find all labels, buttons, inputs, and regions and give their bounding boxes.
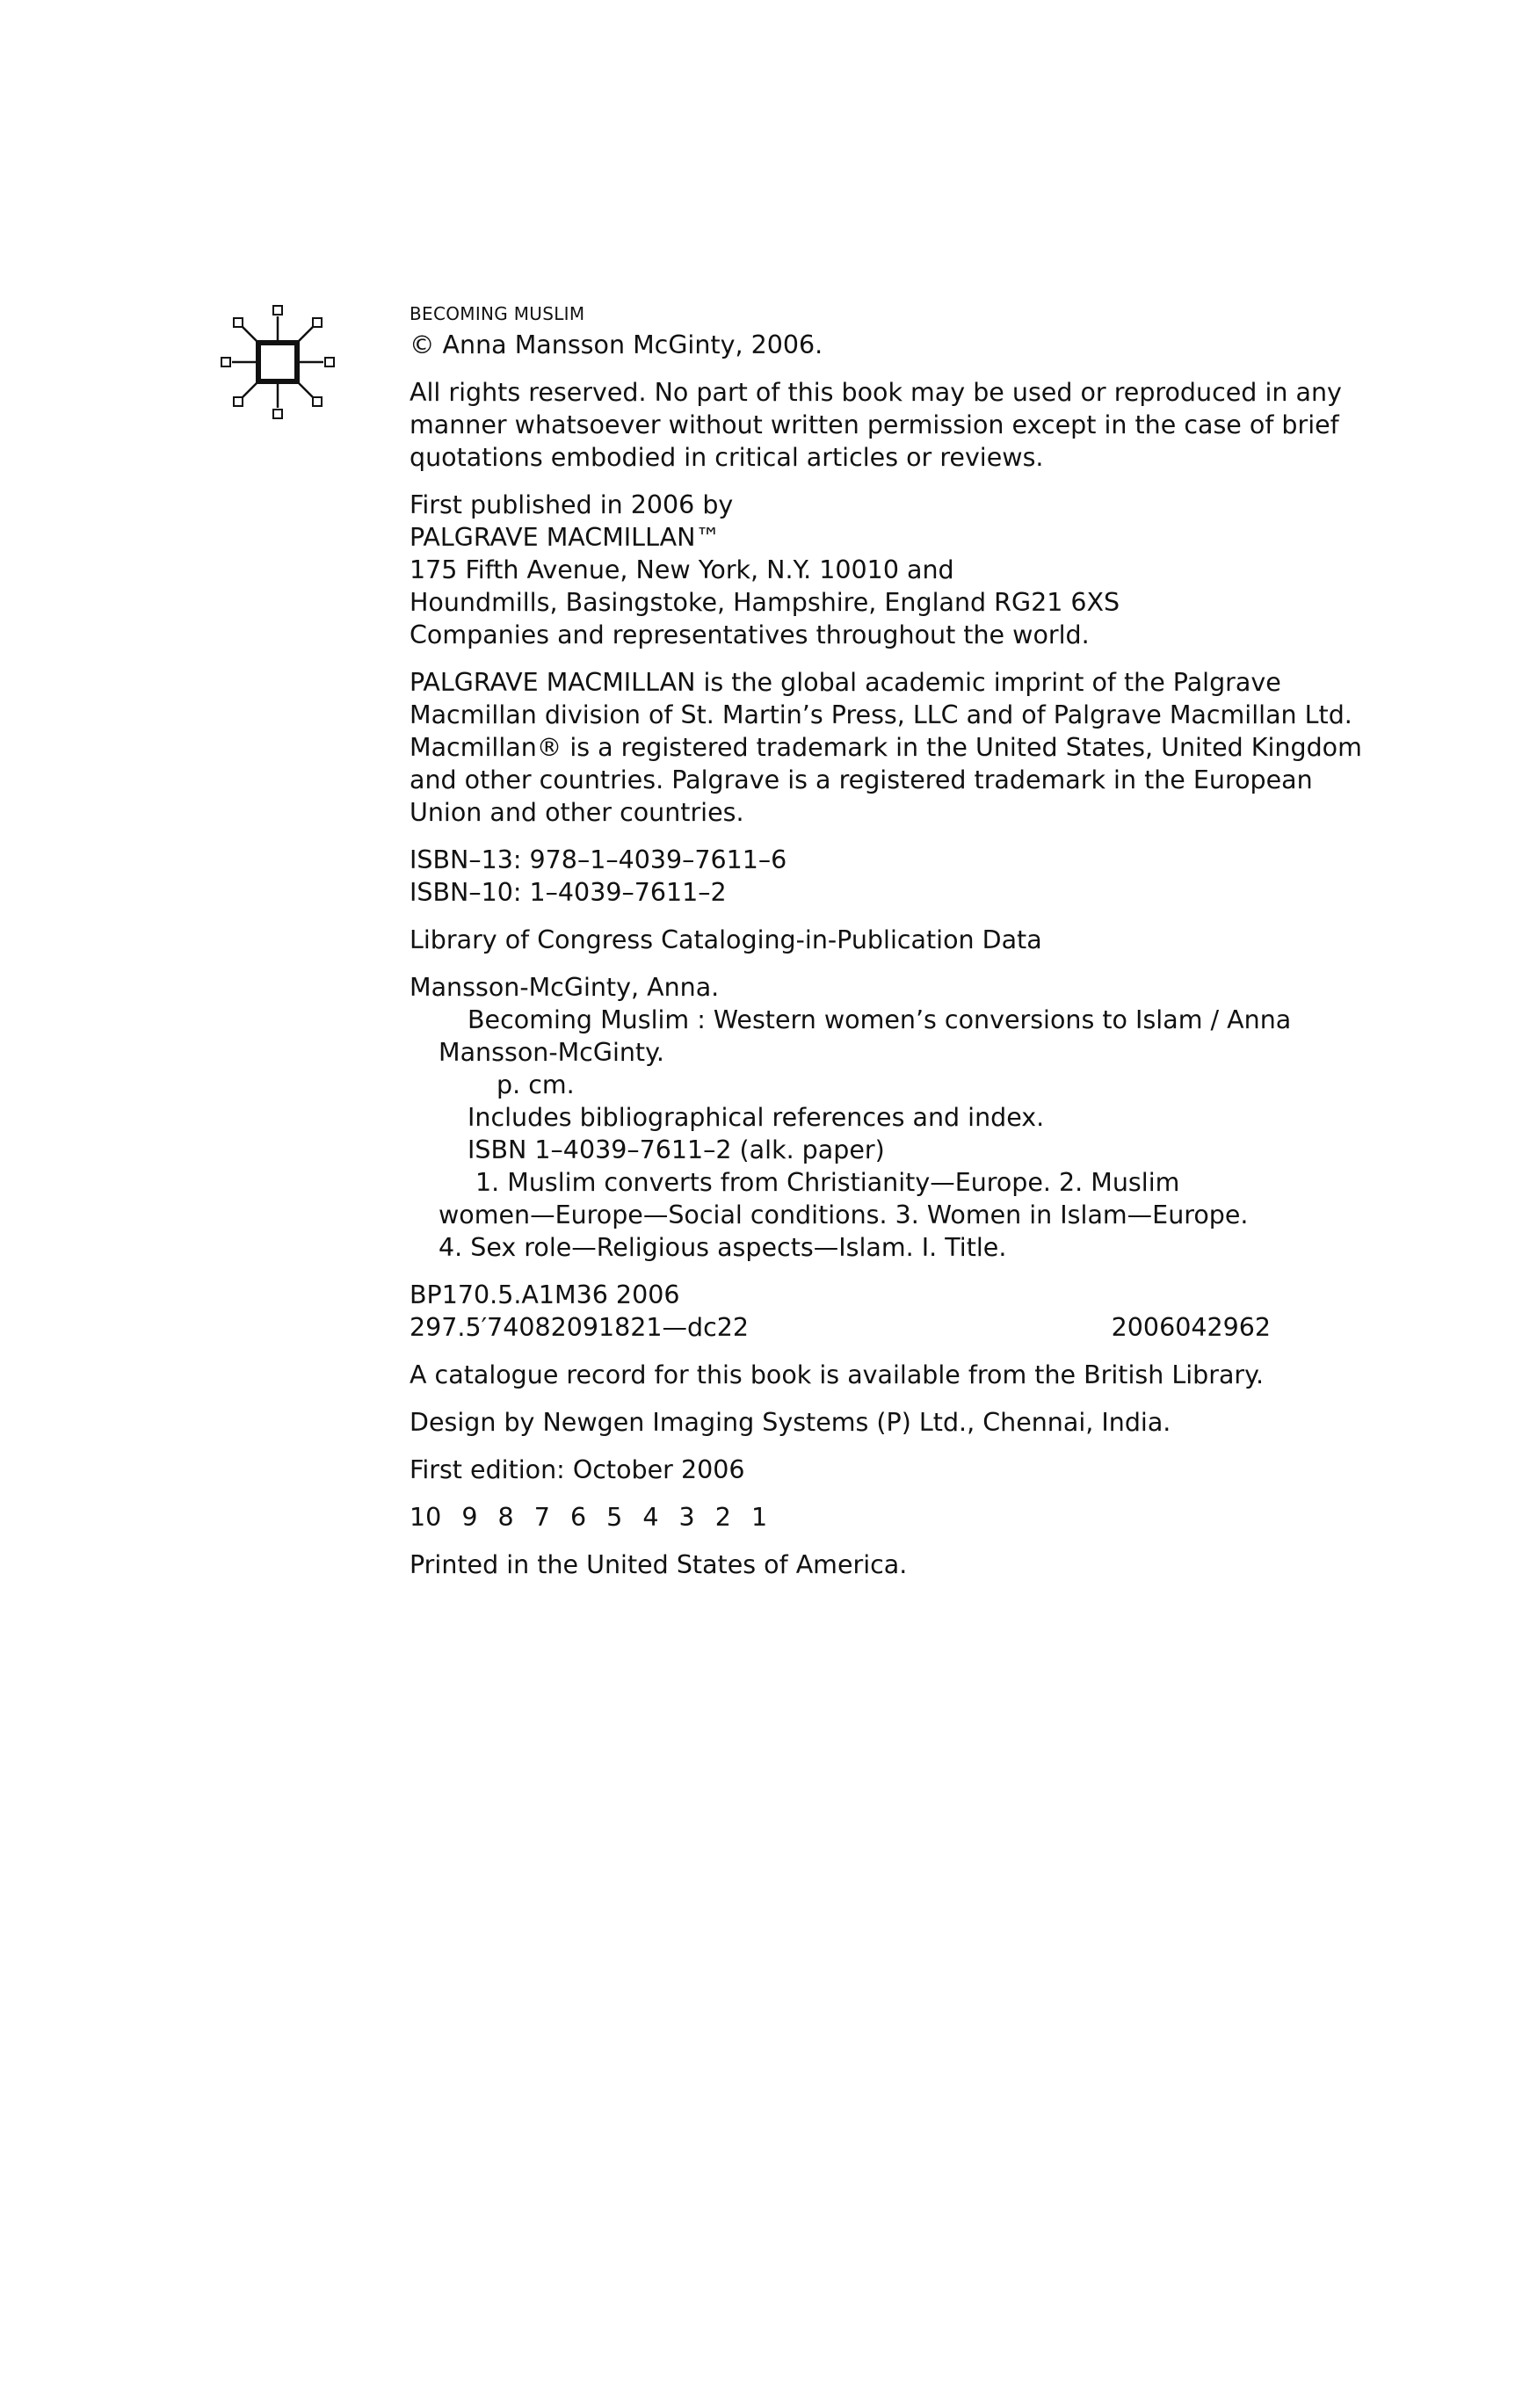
series-title: BECOMING MUSLIM — [410, 303, 585, 324]
edition-note: First edition: October 2006 — [410, 1455, 745, 1484]
publisher-line: First published in 2006 by — [410, 490, 734, 519]
isbn-13: ISBN–13: 978–1–4039–7611–6 — [410, 845, 787, 874]
british-library-note: A catalogue record for this book is available from the British Library. — [410, 1360, 1265, 1389]
cip-subjects-cont: women—Europe—Social conditions. 3. Women in Islam—Europe. — [439, 1200, 1249, 1229]
cip-subjects: 1. Muslim converts from Christianity—Europe. 2. Muslim — [475, 1168, 1180, 1197]
design-credit: Design by Newgen Imaging Systems (P) Ltd., Chennai, India. — [410, 1408, 1171, 1437]
publisher-logo-icon — [214, 299, 341, 425]
printing-number: 10 — [410, 1503, 442, 1532]
cip-record — [410, 971, 1297, 1264]
imprint-line: Macmillan division of St. Martin’s Press, LLC and of Palgrave Macmillan Ltd. — [410, 700, 1352, 729]
publisher-paragraph — [410, 489, 1297, 651]
publisher-line: Houndmills, Basingstoke, Hampshire, England RG21 6XS — [410, 588, 1120, 617]
rights-paragraph — [410, 376, 1342, 474]
cip-title-cont: Mansson-McGinty. — [439, 1038, 664, 1067]
rights-line: All rights reserved. No part of this book may be used or reproduced in any — [410, 378, 1342, 407]
imprint-paragraph — [410, 666, 1362, 829]
imprint-line: Macmillan® is a registered trademark in the United States, United Kingdom — [410, 733, 1362, 762]
dewey-classification: 297.5′74082091821—dc22 — [410, 1313, 750, 1342]
copyright-notice: © Anna Mansson McGinty, 2006. — [410, 330, 823, 359]
classification-block — [410, 1279, 1297, 1344]
printing-number: 7 — [533, 1503, 550, 1532]
imprint-line: PALGRAVE MACMILLAN is the global academic imprint of the Palgrave — [410, 668, 1281, 697]
printing-line — [410, 1501, 1297, 1534]
imprint-line: Union and other countries. — [410, 798, 744, 827]
publisher-line: 175 Fifth Avenue, New York, N.Y. 10010 and — [410, 555, 954, 584]
cip-pages: p. cm. — [497, 1070, 575, 1099]
printing-number: 4 — [642, 1503, 659, 1532]
loc-heading: Library of Congress Cataloging-in-Publication Data — [410, 925, 1042, 954]
printing-number: 2 — [714, 1503, 731, 1532]
classification-row — [410, 1311, 1271, 1344]
cip-isbn: ISBN 1–4039–7611–2 (alk. paper) — [468, 1135, 885, 1164]
printing-number: 1 — [750, 1503, 768, 1532]
printing-number: 5 — [606, 1503, 623, 1532]
cip-author: Mansson-McGinty, Anna. — [410, 973, 720, 1002]
lccn-control-number: 2006042962 — [1111, 1313, 1271, 1342]
cip-title: Becoming Muslim : Western women’s conversions to Islam / Anna — [468, 1005, 1292, 1034]
imprint-line: and other countries. Palgrave is a registered trademark in the European — [410, 765, 1313, 794]
cip-includes: Includes bibliographical references and index. — [468, 1103, 1045, 1132]
publisher-line: PALGRAVE MACMILLAN™ — [410, 523, 721, 552]
printing-number: 3 — [678, 1503, 695, 1532]
publisher-line: Companies and representatives throughout the world. — [410, 620, 1090, 649]
rights-line: manner whatsoever without written permission except in the case of brief — [410, 410, 1339, 439]
isbn-block — [410, 844, 1297, 909]
isbn-10: ISBN–10: 1–4039–7611–2 — [410, 878, 727, 907]
printing-number: 9 — [461, 1503, 478, 1532]
printing-number: 8 — [497, 1503, 514, 1532]
rights-line: quotations embodied in critical articles or reviews. — [410, 443, 1044, 472]
printing-number: 6 — [569, 1503, 587, 1532]
lc-classification: BP170.5.A1M36 2006 — [410, 1280, 680, 1309]
printed-in-note: Printed in the United States of America. — [410, 1550, 908, 1579]
copyright-page-text — [410, 299, 1362, 1581]
cip-subjects-cont: 4. Sex role—Religious aspects—Islam. I. Title. — [439, 1233, 1007, 1262]
